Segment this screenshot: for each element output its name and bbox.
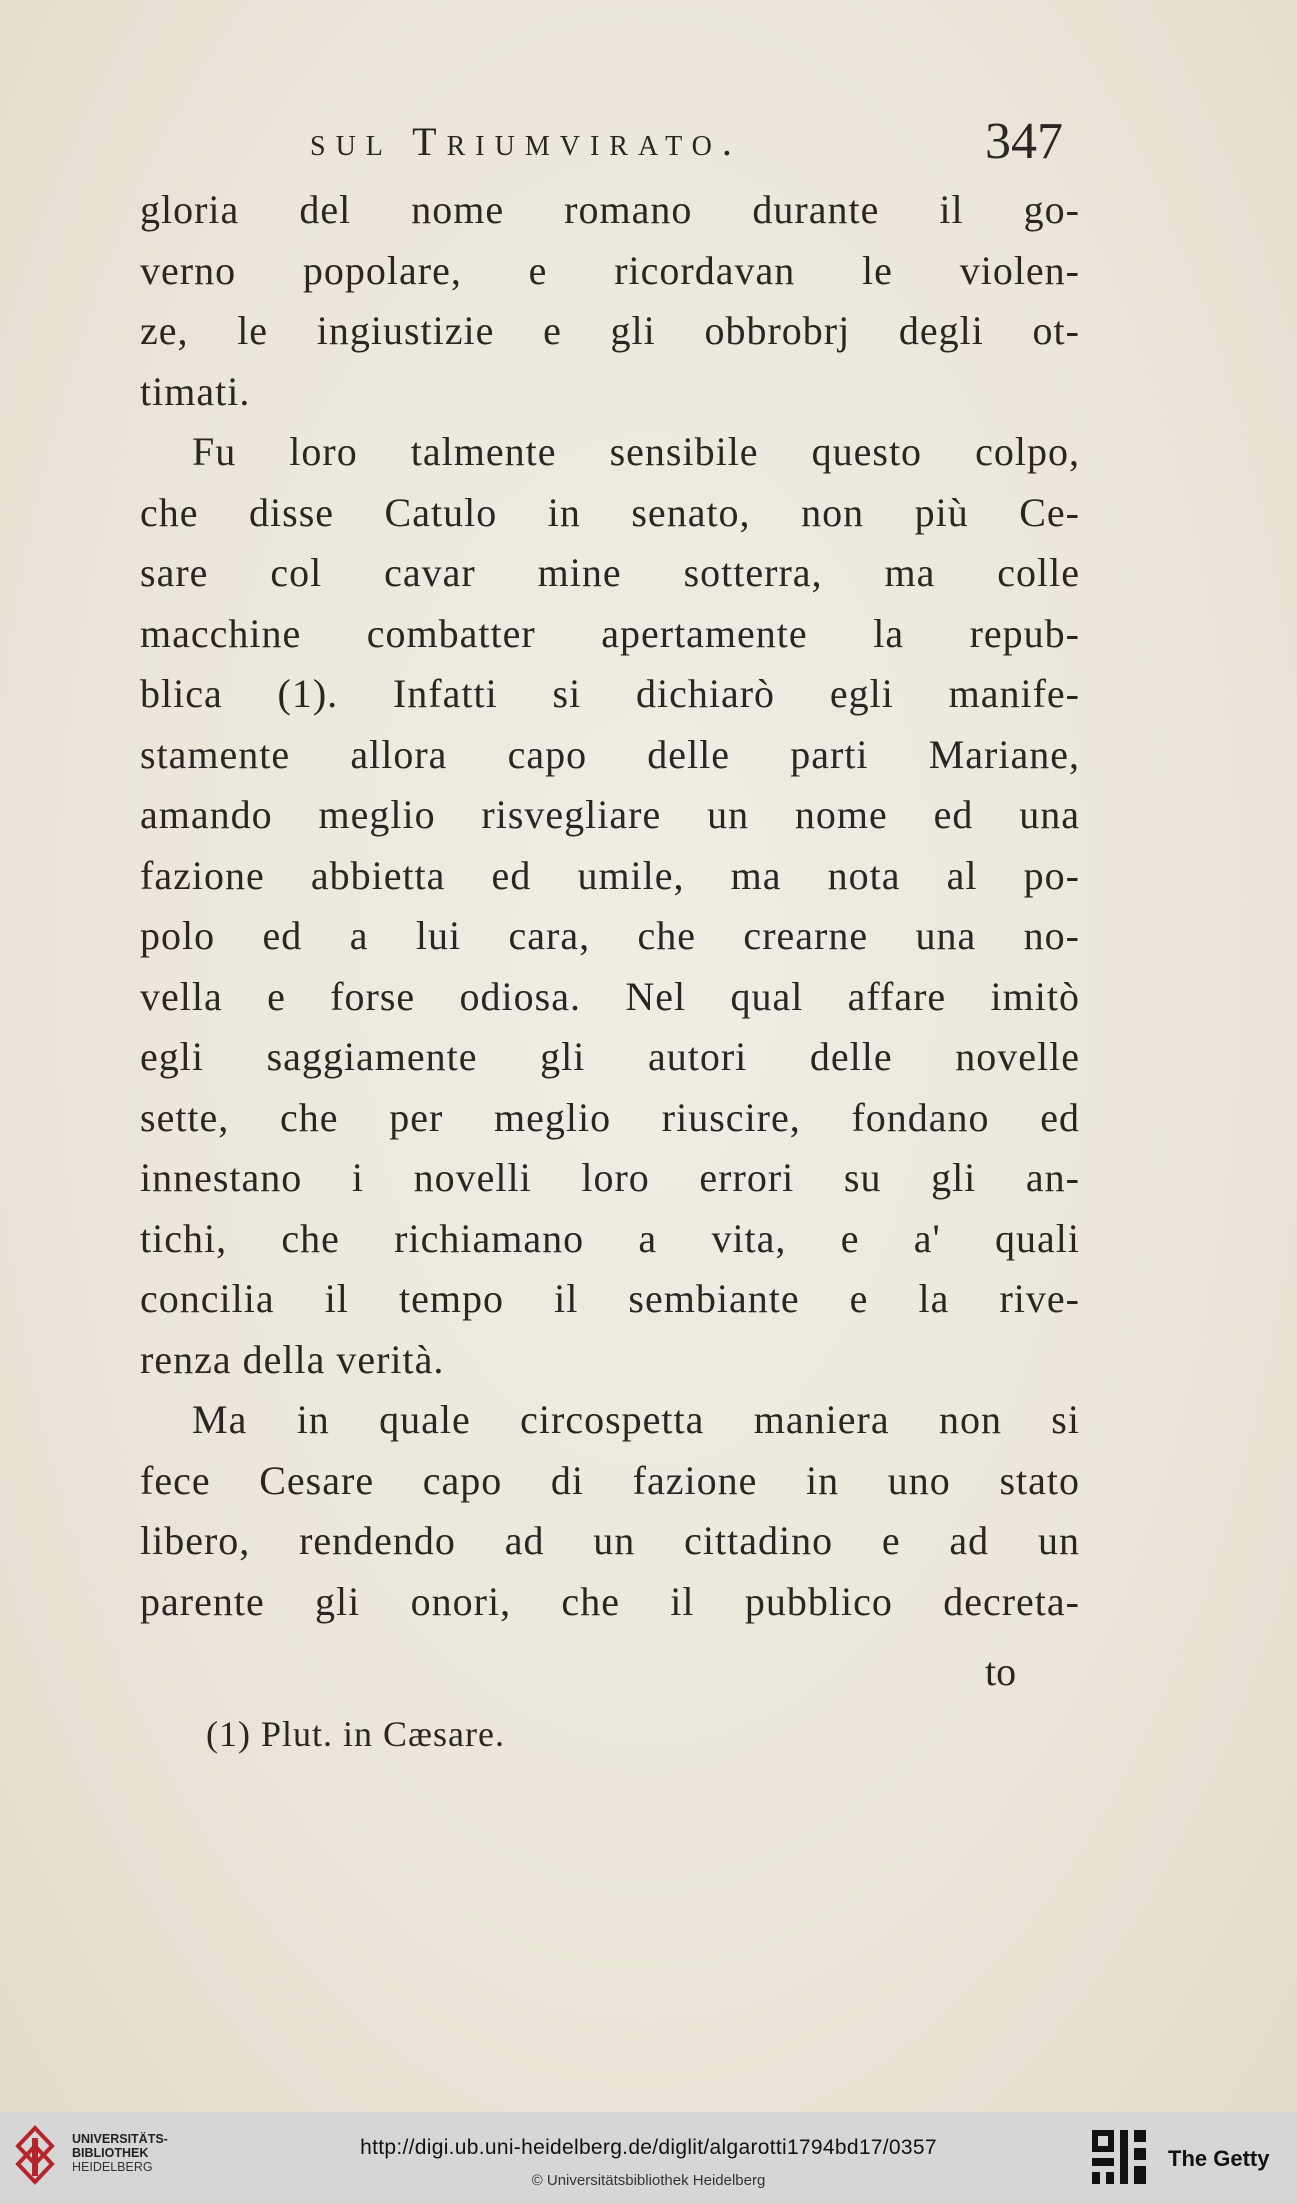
partner-name: The Getty [1168, 2146, 1270, 2171]
library-name-line-2: BIBLIOTHEK [72, 2146, 149, 2160]
text-line: egli saggiamente gli autori delle novelle [140, 1034, 1080, 1079]
permalink-url[interactable]: http://digi.ub.uni-heidelberg.de/diglit/algarotti1794bd17/0357 [360, 2136, 937, 2159]
text-line: macchine combatter apertamente la repub- [140, 610, 1080, 656]
library-name-line-3: HEIDELBERG [72, 2160, 153, 2174]
footnote: (1) Plut. in Cæsare. [206, 1714, 505, 1754]
text-line: innestano i novelli loro errori su gli an- [140, 1155, 1080, 1200]
text-line: parente gli onori, che il pubblico decreta- [140, 1578, 1080, 1624]
text-line: Ma in quale circospetta maniera non si [192, 1397, 1080, 1442]
text-line: gloria del nome romano durante il go- [140, 187, 1080, 232]
body-text [140, 180, 1080, 1632]
text-line: concilia il tempo il sembiante e la rive- [140, 1276, 1080, 1321]
text-line: amando meglio risvegliare un nome ed una [140, 792, 1080, 837]
text-line: renza della verità. [140, 1336, 445, 1382]
library-name-line-1: UNIVERSITÄTS- [72, 2132, 168, 2146]
text-line: blica (1). Infatti si dichiarò egli manife- [140, 671, 1080, 716]
text-line: Fu loro talmente sensibile questo colpo, [192, 429, 1080, 474]
text-line: ze, le ingiustizie e gli obbrobrj degli ot- [140, 308, 1080, 353]
text-line: fece Cesare capo di fazione in uno stato [140, 1457, 1080, 1503]
text-line: fazione abbietta ed umile, ma nota al po- [140, 852, 1080, 898]
copyright-notice: © Universitätsbibliothek Heidelberg [531, 2172, 766, 2189]
footer-bar [0, 2112, 1297, 2204]
page-number: 347 [985, 113, 1063, 170]
text-line: vella e forse odiosa. Nel qual affare imitò [140, 973, 1080, 1019]
text-line: libero, rendendo ad un cittadino e ad un [140, 1518, 1080, 1563]
text-line: verno popolare, e ricordavan le violen- [140, 247, 1080, 293]
text-line: polo ed a lui cara, che crearne una no- [140, 913, 1080, 958]
text-line: sette, che per meglio riuscire, fondano ed [140, 1094, 1080, 1140]
getty-logo-icon [1090, 2128, 1148, 2186]
running-title: sul Triumvirato. [310, 119, 742, 164]
text-line: stamente allora capo delle parti Mariane, [140, 731, 1080, 777]
running-head [310, 118, 1070, 165]
text-line: timati. [140, 368, 251, 414]
text-line: sare col cavar mine sotterra, ma colle [140, 550, 1080, 595]
catchword: to [985, 1649, 1017, 1694]
text-line: tichi, che richiamano a vita, e a' quali [140, 1215, 1080, 1261]
text-line: che disse Catulo in senato, non più Ce- [140, 489, 1080, 535]
